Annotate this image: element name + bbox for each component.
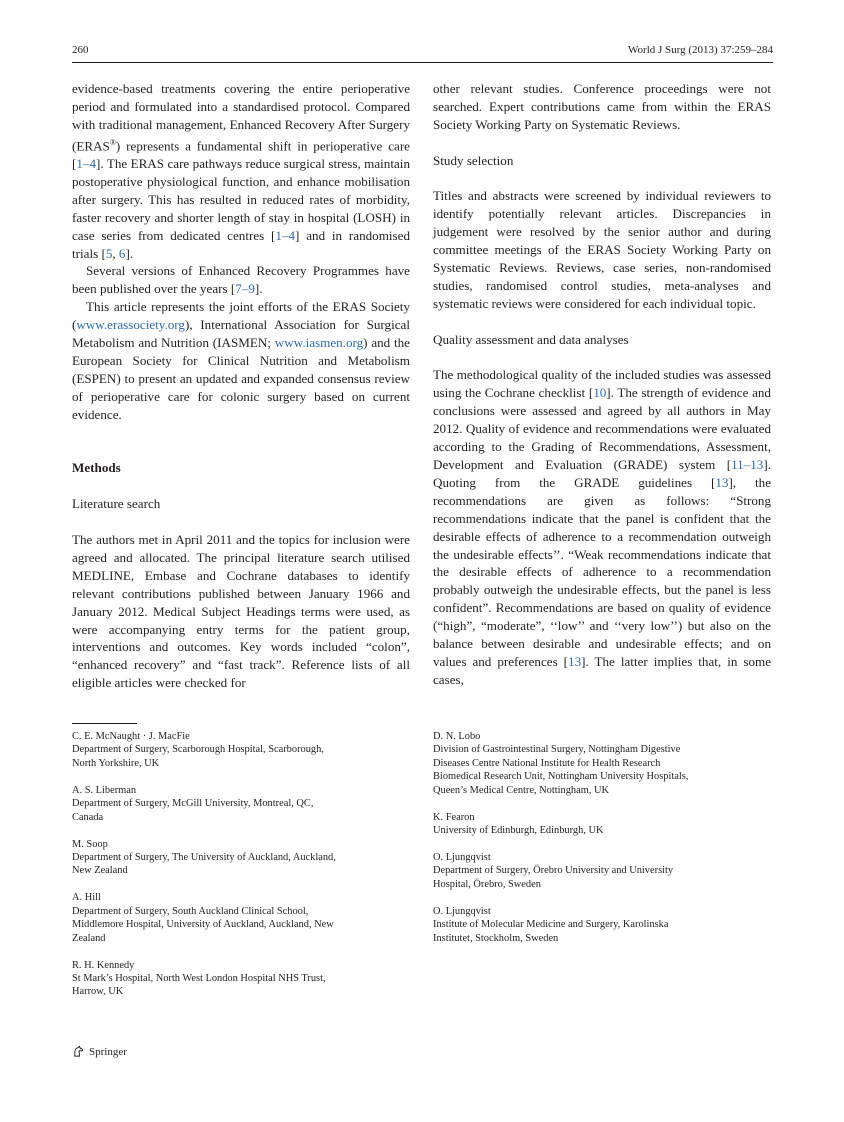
author-name: M. Soop <box>72 838 108 850</box>
affiliation-block <box>433 730 773 797</box>
affiliation-line: Hospital, Örebro, Sweden <box>433 878 541 890</box>
affiliation-line: Division of Gastrointestinal Surgery, Nottingham Digestive <box>433 744 681 756</box>
affiliation-line: University of Edinburgh, Edinburgh, UK <box>433 825 604 837</box>
affiliation-line: Canada <box>72 811 104 823</box>
springer-horse-icon <box>72 1045 85 1058</box>
citation-link[interactable]: 1–4 <box>76 155 97 171</box>
affiliations-right <box>433 730 773 959</box>
citation-link[interactable]: 5 <box>105 245 113 261</box>
author-name: K. Fearon <box>433 811 475 823</box>
literature-search-paragraph: The authors met in April 2011 and the topics for inclusion were agreed and allocated. The principal literature search utilised MEDLINE, Embase and Cochrane databases to identify relevant contributions published between January 1966 and January 2012. Medical Subject Headings terms were used, as were accompanying entry terms for the patient group, interventions and outcomes. Key words included “colon”, “enhanced recovery” and “fast track”. Reference lists of all eligible articles were checked for <box>72 531 410 691</box>
continued-paragraph: other relevant studies. Conference proceedings were not searched. Expert contributions came from within the ERAS Society Working Party on Systematic Reviews. <box>433 81 771 132</box>
affiliation-block <box>72 838 402 878</box>
affiliation-line: Department of Surgery, Örebro University and University <box>433 865 674 877</box>
study-selection-heading: Study selection <box>433 152 514 168</box>
affiliation-line: Zealand <box>72 932 106 944</box>
affiliation-block <box>72 959 402 999</box>
author-name: C. E. McNaught · J. MacFie <box>72 731 190 742</box>
affiliation-block <box>433 811 773 838</box>
author-name: A. S. Liberman <box>72 784 137 796</box>
affiliation-block <box>72 784 402 824</box>
affiliation-line: Biomedical Research Unit, Nottingham University Hospitals, <box>433 771 689 783</box>
author-name: O. Ljungqvist <box>433 905 491 917</box>
citation-link[interactable]: 10 <box>593 385 607 401</box>
affiliation-line: Department of Surgery, The University of Auckland, Auckland, <box>72 852 336 864</box>
affiliation-line: New Zealand <box>72 865 128 877</box>
iasmen-link[interactable]: www.iasmen.org <box>274 335 364 351</box>
author-name: A. Hill <box>72 892 101 904</box>
affiliation-block <box>72 730 402 770</box>
affiliation-block <box>433 851 773 891</box>
publisher-name: Springer <box>89 1045 127 1058</box>
quality-assessment-heading: Quality assessment and data analyses <box>433 331 629 347</box>
right-column <box>433 80 771 689</box>
affiliation-block <box>72 891 402 945</box>
citation-link[interactable]: 11–13 <box>731 456 764 472</box>
affiliation-line: Institute of Molecular Medicine and Surgery, Karolinska <box>433 919 669 931</box>
literature-search-heading: Literature search <box>72 496 161 512</box>
affiliation-line: Harrow, UK <box>72 986 124 998</box>
affiliations-left <box>72 730 402 1012</box>
affiliation-line: Department of Surgery, Scarborough Hospital, Scarborough, <box>72 744 324 756</box>
citation-link[interactable]: 7–9 <box>235 281 255 297</box>
citation-link[interactable]: 6 <box>118 245 126 261</box>
quality-assessment-paragraph: The methodological quality of the included studies was assessed using the Cochrane checklist [10]. The strength of evidence and conclusions were assessed and agreed by all authors in May 2012. Quality of evidence and recommendations were evaluated according to the Grading of Recommendations, Assessment, Development and Evaluation (GRADE) system [11–13]. Quoting from the GRADE guidelines [13], the recommendations are given as follows: “Strong recommendations indicate that the panel is confident that the desirable effects of adherence to a recommendation outweigh the undesirable effects’’. “Weak recommendations indicate that the desirable effects of adherence to a recommendation probably outweigh the undesirable effects, but the panel is less confident”. Recommendations are based on quality of evidence (“high”, “moderate”, ‘‘low’’ and ‘‘very low’’) but also on the balance between desirable and undesirable effects; and on values and preferences [13]. The latter implies that, in some cases, <box>433 367 772 687</box>
author-name: D. N. Lobo <box>433 731 481 742</box>
affiliation-block <box>433 905 773 945</box>
publisher-footer <box>72 1045 127 1058</box>
intro-paragraph-2: Several versions of Enhanced Recovery Programmes have been published over the years [7–9]. <box>72 263 410 297</box>
page-number: 260 <box>72 44 89 56</box>
author-name: O. Ljungqvist <box>433 852 491 864</box>
footnote-rule <box>72 723 137 724</box>
affiliation-line: Department of Surgery, South Auckland Clinical School, <box>72 905 309 917</box>
citation-link[interactable]: 13 <box>715 474 729 490</box>
header-rule <box>72 62 773 63</box>
left-column <box>72 80 410 692</box>
affiliation-line: Diseases Centre National Institute for Health Research <box>433 757 661 769</box>
citation-link[interactable]: 1–4 <box>275 227 296 243</box>
affiliation-line: Department of Surgery, McGill University, Montreal, QC, <box>72 798 314 810</box>
running-header <box>72 44 773 62</box>
affiliation-line: Queen’s Medical Centre, Nottingham, UK <box>433 784 610 796</box>
study-selection-paragraph: Titles and abstracts were screened by individual reviewers to identify potentially relevant articles. Discrepancies in judgement were resolved by the senior author and during committee meetings of the ERAS Society Working Party on Systematic Reviews. Reviews, case series, non-randomised studies, randomised control studies, meta-analyses and systematic reviews were considered for each individual topic. <box>433 188 771 311</box>
affiliation-line: Institutet, Stockholm, Sweden <box>433 932 559 944</box>
methods-heading: Methods <box>72 460 121 476</box>
citation-link[interactable]: 13 <box>568 653 582 669</box>
intro-paragraph-1: evidence-based treatments covering the entire perioperative period and formulated into a standardised protocol. Compared with traditional management, Enhanced Recovery After Surgery (ERAS®) represents a fundamental shift in perioperative care [1–4]. The ERAS care pathways reduce surgical stress, maintain postoperative physiological function, and enhance mobilisation after surgery. This has resulted in reduced rates of morbidity, faster recovery and shorter length of stay in hospital (LOSH) in case series from dedicated centres [1–4] and in randomised trials [5, 6]. <box>72 81 410 261</box>
affiliation-line: North Yorkshire, UK <box>72 757 160 769</box>
affiliation-line: Middlemore Hospital, University of Auckland, Auckland, New <box>72 919 334 931</box>
intro-paragraph-3: This article represents the joint efforts of the ERAS Society (www.erassociety.org), International Association for Surgical Metabolism and Nutrition (IASMEN; www.iasmen.org) and the European Society for Clinical Nutrition and Metabolism (ESPEN) to present an updated and expanded consensus review of perioperative care for colonic surgery based on current evidence. <box>72 299 410 422</box>
affiliation-line: St Mark’s Hospital, North West London Hospital NHS Trust, <box>72 973 326 985</box>
journal-citation: World J Surg (2013) 37:259–284 <box>628 44 773 56</box>
author-name: R. H. Kennedy <box>72 959 135 971</box>
erassociety-link[interactable]: www.erassociety.org <box>76 317 185 333</box>
